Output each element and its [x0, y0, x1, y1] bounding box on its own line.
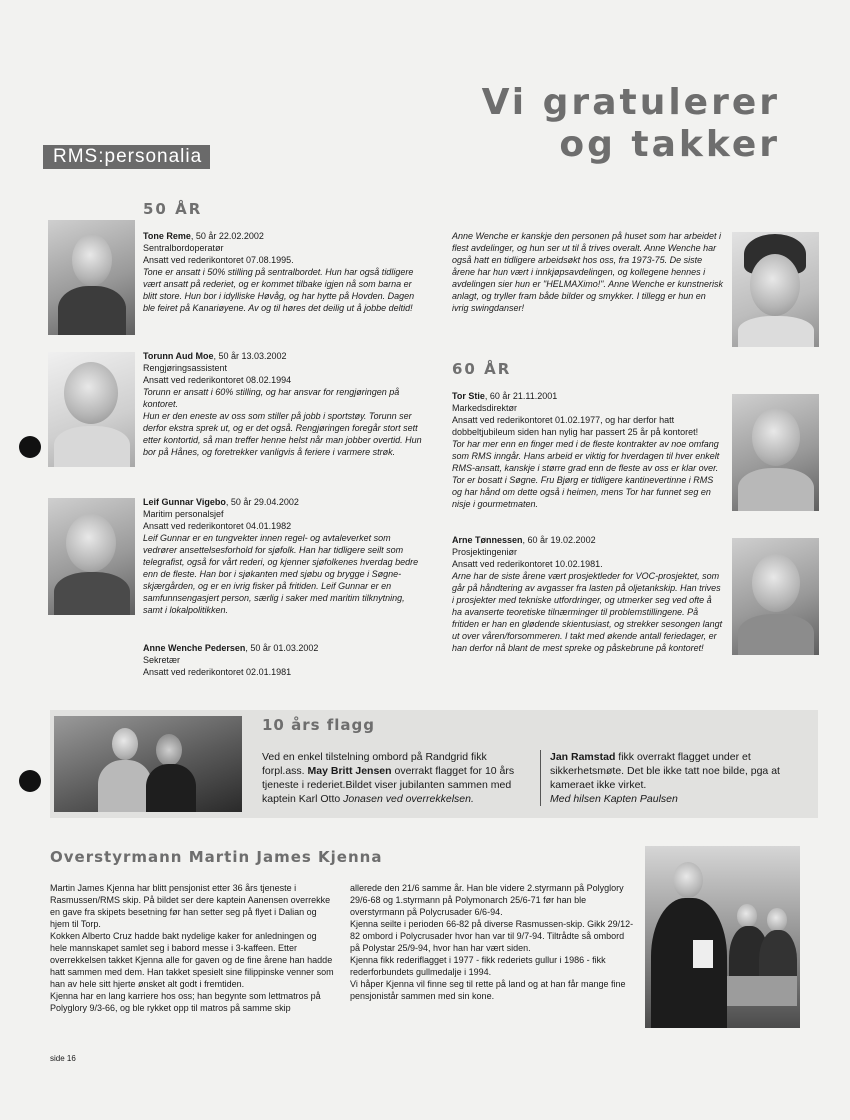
employed-arne: Ansatt ved rederikontoret 10.02.1981. [452, 559, 603, 569]
photo-overstyrmann-kjenna [645, 846, 800, 1028]
flag-text-left [262, 750, 530, 806]
overstyrmann-col-2 [350, 882, 634, 1002]
photo-torunn-aud-moe [48, 352, 135, 467]
photo-anne-wenche-pedersen [732, 232, 819, 347]
text-leif: Leif Gunnar er en tungvekter innen regel- og avtaleverket som vedrører ansettelsesforhold for sjøfolk. Han har tidligere seilt som telegrafist, også for vårt rederi, og kjenner sjøfolkenes hverdag bedre enn de fleste. Han bor i sjøkanten med sjøbu og brygge i Søgne-skjærgården, og er en ivrig fisker på fritiden. Leif Gunnar er en samfunnsengasjert person, særlig i saker med maritim tilknytning, samt i lokalpolitikken. [143, 533, 419, 615]
entry-leif-gunnar-vigebo [143, 496, 425, 616]
flag-right-name: Jan Ramstad [550, 751, 616, 763]
entry-tone-reme [143, 230, 425, 314]
title-line-2: og takker [559, 124, 780, 165]
overstyrmann-title: Overstyrmann Martin James Kjenna [50, 848, 383, 866]
flag-left-italic: Jonasen ved overrekkelsen. [343, 793, 474, 805]
binder-hole-top [19, 436, 41, 458]
dates-leif: , 50 år 29.04.2002 [225, 497, 299, 507]
photo-leif-gunnar-vigebo [48, 498, 135, 615]
section-tag: RMS:personalia [43, 145, 210, 169]
os-col1-p3: Kjenna har en lang karriere hos oss; han begynte som lettmatros på Polyglory 9/3-66, og ble rykket opp til matros på samme skip [50, 991, 321, 1013]
flag-section [50, 710, 818, 818]
photo-tor-stie [732, 394, 819, 511]
employed-tor: Ansatt ved rederikontoret 01.02.1977, og har derfor hatt dobbeltjubileum siden han nylig har passert 25 år på kontoret! [452, 415, 699, 437]
os-col2-p2: Kjenna seilte i perioden 66-82 på diverse Rasmussen-skip. Gikk 29/12-82 ombord i Polycrusader hvor han var til 9/7-94. Tiltrådte så ombord på Polystar 25/9-94, hvor han har vært siden. [350, 919, 634, 953]
name-anne: Anne Wenche Pedersen [143, 643, 246, 653]
text-arne: Arne har de siste årene vært prosjektleder for VOC-prosjektet, som går på håndtering av avgasser fra lasten på oljetankskip. Han trives i prosjekter med tekniske utfordringer, og utmerker seg ved ofte å ha avanserte teoretiske tilnærminger til problemstillingene. På fritiden er han en glødende skientusiast, og strekker sesongen langt ut over våren/forsommeren. I takt med økende antall feriedager, er han derfor nå blant de mest spreke og påskebrune på kontoret! [452, 571, 723, 653]
flag-left-pre: Ved en enkel tilstelning ombord på Randgrid fikk forpl.ass. [262, 751, 487, 777]
photo-tone-reme [48, 220, 135, 335]
name-tone: Tone Reme [143, 231, 191, 241]
employed-tone: Ansatt ved rederikontoret 07.08.1995. [143, 255, 294, 265]
os-col2-p1: allerede den 21/6 samme år. Han ble videre 2.styrmann på Polyglory 29/6-68 og 1.styrmann på Polymonarch 25/6-71 før han ble overstyrmann på Polycrusader 6/6-94. [350, 883, 624, 917]
entry-arne-tonnessen [452, 534, 724, 654]
employed-torunn: Ansatt ved rederikontoret 08.02.1994 [143, 375, 292, 385]
photo-flag-ceremony [54, 716, 242, 812]
binder-hole-bottom [19, 770, 41, 792]
dates-anne: , 50 år 01.03.2002 [245, 643, 319, 653]
dates-arne: , 60 år 19.02.2002 [522, 535, 596, 545]
role-tone: Sentralbordoperatør [143, 243, 224, 253]
entry-anne-wenche-text [452, 230, 724, 314]
overstyrmann-col-1 [50, 882, 334, 1014]
dates-tone: , 50 år 22.02.2002 [190, 231, 264, 241]
os-col2-p3: Kjenna fikk rederiflagget i 1977 - fikk rederiets gullur i 1986 - fikk rederforbundets gullmedalje i 1994. [350, 955, 606, 977]
flag-divider [540, 750, 541, 806]
entry-anne-wenche-header [143, 642, 425, 678]
dates-tor: , 60 år 21.11.2001 [484, 391, 558, 401]
role-torunn: Rengjøringsassistent [143, 363, 228, 373]
flag-right-sign: Med hilsen Kapten Paulsen [550, 793, 678, 805]
name-arne: Arne Tønnessen [452, 535, 523, 545]
text-tone: Tone er ansatt i 50% stilling på sentralbordet. Hun har også tidligere vært ansatt på rederiet, og er kommet tilbake igjen nå som barna er blitt store. Hun bor i idylliske Høvåg, og har hytte på Hovden. Dagen ble feiret på Kanariøyene. Av og til høres det deilig ut å jobbe deltid! [143, 267, 415, 313]
role-tor: Markedsdirektør [452, 403, 518, 413]
text-tor: Tor har mer enn en finger med i de fleste kontrakter av noe omfang som RMS inngår. Hans arbeid er viktig for hverdagen til hver enkelt RMS-ansatt, kanskje i større grad enn de fleste av oss er klar over. Tor er bosatt i Søgne. Fru Bjørg er tidligere kantinevertinne i RMS og har hånd om dette også i heimen, mens Tor har funnet seg en nisje i gourmetmaten. [452, 439, 720, 509]
employed-anne: Ansatt ved rederikontoret 02.01.1981 [143, 667, 292, 677]
age-heading-60: 60 ÅR [452, 360, 512, 378]
flag-title: 10 års flagg [262, 716, 376, 734]
flag-left-name: May Britt Jensen [307, 765, 392, 777]
entry-torunn-aud-moe [143, 350, 425, 458]
os-col1-p1: Martin James Kjenna har blitt pensjonist etter 36 års tjeneste i Rasmussen/RMS skip. På bildet ser dere kaptein Aanensen overrekke en gave fra skipets besetning før han setter seg på flyet i Dalian og hjem til Torp. [50, 883, 331, 929]
flag-right-post: fikk overrakt flagget under et sikkerhetsmøte. Det ble ikke tatt noe bilde, pga at kameraet ikke virket. [550, 751, 780, 791]
text-anne: Anne Wenche er kanskje den personen på huset som har arbeidet i flest avdelinger, og hun ser ut til å trives overalt. Anne Wenche har også hatt en tidligere arbeidsøkt hos oss, fra 1973-75. De siste årene har hun vært i innkjøpsavdelingen, og kollegene hennes i avdelingen sier hun er "HELMAXimo!". Anne Wenche er kunstnerisk anlagt, og tryller fram både bilder og smykker. I tillegg er hun en ivrig swingdanser! [452, 231, 724, 313]
os-col2-p4: Vi håper Kjenna vil finne seg til rette på land og at han får mange fine pensjonistår sammen med sin kone. [350, 979, 626, 1001]
os-col1-p2: Kokken Alberto Cruz hadde bakt nydelige kaker for anledningen og hele mannskapet samlet seg i babord messe i 3-kaffeen. Etter overrekkelsen takket Kjenna alle for gaven og de fine årene han hadde hatt sammen med dem. Han takket spesielt sine filippinske venner som han av hele sitt hjerte ønsket alt godt i fremtiden. [50, 931, 334, 989]
page-number: side 16 [50, 1054, 76, 1063]
age-heading-50: 50 ÅR [143, 200, 203, 218]
role-leif: Maritim personalsjef [143, 509, 224, 519]
employed-leif: Ansatt ved rederikontoret 04.01.1982 [143, 521, 292, 531]
entry-tor-stie [452, 390, 724, 510]
dates-torunn: , 50 år 13.03.2002 [213, 351, 287, 361]
text-torunn-1: Torunn er ansatt i 60% stilling, og har ansvar for rengjøringen på kontoret. [143, 387, 400, 409]
title-line-1: Vi gratulerer [481, 82, 780, 123]
flag-left-post: overrakt flagget for 10 års tjeneste i rederiet.Bildet viser jubilanten sammen med kaptein Karl Otto [262, 765, 515, 805]
name-torunn: Torunn Aud Moe [143, 351, 214, 361]
role-anne: Sekretær [143, 655, 181, 665]
role-arne: Prosjektingeniør [452, 547, 518, 557]
name-leif: Leif Gunnar Vigebo [143, 497, 226, 507]
photo-arne-tonnessen [732, 538, 819, 655]
page-title [420, 82, 780, 166]
name-tor: Tor Stie [452, 391, 485, 401]
text-torunn-2: Hun er den eneste av oss som stiller på jobb i sportstøy. Torunn ser derfor ekstra sprek ut, og er det også. Rengjøringen foregår stort sett etter kontortid, så man treffer henne helst når man jobber overtid. Hun bor på Hånes, og foretrekker vanligvis å feriere i varmere strøk. [143, 411, 422, 457]
flag-text-right [550, 750, 812, 806]
